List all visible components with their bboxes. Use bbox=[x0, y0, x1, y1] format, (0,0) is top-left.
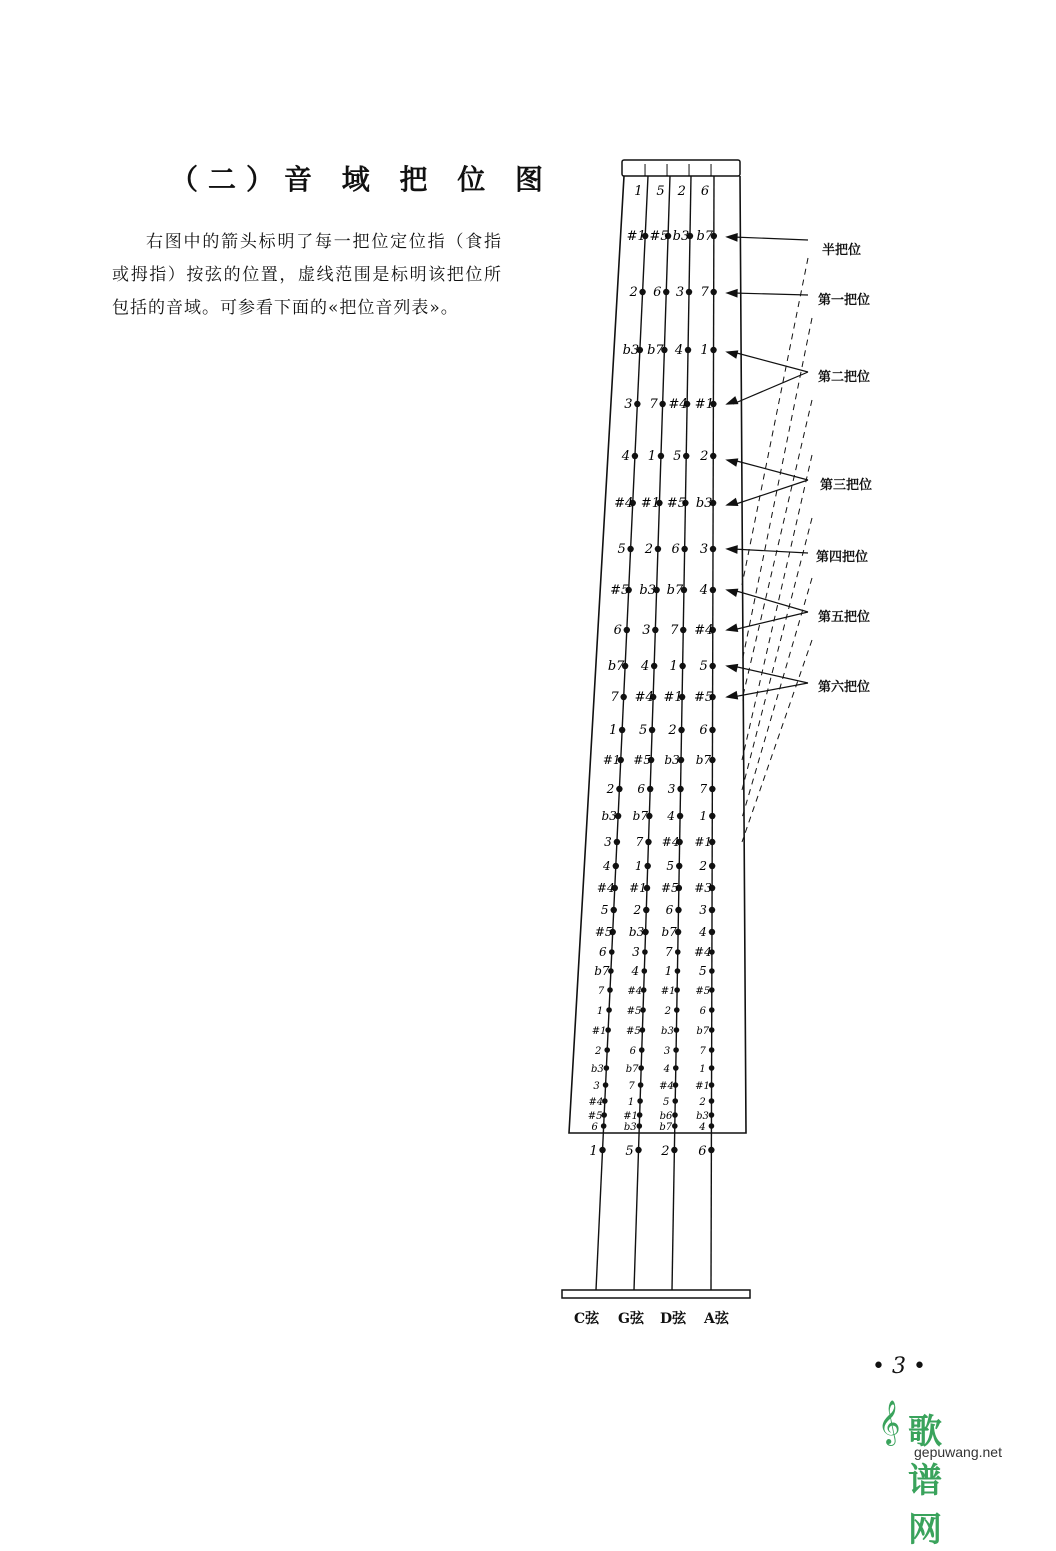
note-label: b7 bbox=[607, 659, 625, 674]
note-dot bbox=[710, 587, 716, 593]
note-label: 1 bbox=[627, 1097, 635, 1108]
arrowhead bbox=[727, 692, 737, 699]
note-dot bbox=[609, 949, 615, 955]
position-label: 半把位 bbox=[822, 243, 862, 258]
open-note-dot bbox=[708, 1147, 714, 1153]
note-dot bbox=[672, 1123, 678, 1129]
string-label: A弦 bbox=[704, 1311, 729, 1327]
note-label: 1 bbox=[699, 1064, 706, 1075]
note-label: 6 bbox=[637, 782, 646, 796]
note-label: #5 bbox=[626, 1006, 642, 1017]
arrowhead bbox=[727, 397, 738, 404]
note-label: b7 bbox=[661, 925, 677, 939]
note-label: #4 bbox=[614, 496, 634, 511]
note-dot bbox=[673, 1065, 679, 1071]
note-dot bbox=[655, 546, 661, 552]
note-label: #4 bbox=[634, 690, 654, 705]
note-dot bbox=[672, 1098, 678, 1104]
note-dot bbox=[620, 694, 626, 700]
note-label: b3 bbox=[590, 1064, 604, 1075]
note-dot bbox=[606, 1007, 612, 1013]
note-dot bbox=[607, 987, 613, 993]
note-label: 7 bbox=[635, 835, 644, 849]
note-dot bbox=[683, 453, 689, 459]
note-dot bbox=[624, 627, 630, 633]
range-dashed-line bbox=[742, 455, 812, 760]
note-label: b3 bbox=[661, 1026, 674, 1037]
note-dot bbox=[603, 1082, 609, 1088]
note-label: 3 bbox=[624, 397, 633, 412]
note-label: #1 bbox=[626, 229, 646, 244]
note-dot bbox=[677, 813, 683, 819]
arrowhead bbox=[727, 459, 738, 466]
top-string-note: 5 bbox=[656, 184, 665, 199]
watermark-name: 歌谱网 bbox=[908, 1412, 944, 1550]
tailpiece bbox=[562, 1290, 750, 1298]
note-label: #1 bbox=[623, 1111, 639, 1122]
range-dashed-line bbox=[742, 258, 808, 585]
nut-mark: | bbox=[708, 162, 714, 176]
open-note-label: 5 bbox=[625, 1144, 634, 1159]
note-label: b7 bbox=[625, 1064, 639, 1075]
open-note-dot bbox=[671, 1147, 677, 1153]
note-label: b7 bbox=[632, 809, 648, 823]
note-dot bbox=[639, 289, 645, 295]
note-label: 7 bbox=[597, 986, 605, 997]
note-label: #5 bbox=[587, 1111, 603, 1122]
arrowhead bbox=[727, 546, 737, 553]
note-dot bbox=[652, 627, 658, 633]
note-dot bbox=[642, 949, 648, 955]
note-label: 7 bbox=[649, 397, 658, 412]
note-label: 6 bbox=[613, 623, 622, 638]
note-dot bbox=[619, 727, 625, 733]
note-label: 5 bbox=[638, 723, 648, 738]
note-label: 3 bbox=[593, 1081, 600, 1092]
note-label: 6 bbox=[665, 903, 674, 917]
string-label: C弦 bbox=[574, 1311, 600, 1327]
page-number: • 3 • bbox=[872, 1354, 926, 1379]
note-label: 4 bbox=[667, 809, 675, 823]
note-dot bbox=[675, 968, 681, 974]
note-label: 7 bbox=[610, 690, 619, 705]
position-arrow bbox=[733, 590, 808, 612]
note-label: b3 bbox=[664, 753, 680, 767]
note-label: 5 bbox=[663, 1097, 670, 1108]
note-dot bbox=[642, 968, 648, 974]
note-label: #4 bbox=[668, 397, 688, 412]
note-label: #1 bbox=[660, 986, 676, 997]
note-label: 6 bbox=[629, 1046, 636, 1057]
note-dot bbox=[677, 786, 683, 792]
note-label: 2 bbox=[633, 903, 642, 917]
note-dot bbox=[604, 1047, 610, 1053]
note-label: 3 bbox=[663, 1046, 671, 1057]
note-label: #5 bbox=[610, 583, 630, 598]
note-dot bbox=[604, 1065, 610, 1071]
note-label: #1 bbox=[663, 690, 683, 705]
note-label: 6 bbox=[699, 723, 708, 738]
note-dot bbox=[645, 839, 651, 845]
note-dot bbox=[638, 1082, 644, 1088]
note-label: b7 bbox=[696, 1026, 710, 1037]
nut-mark: | bbox=[642, 162, 648, 176]
note-label: 1 bbox=[699, 809, 708, 823]
note-label: b3 bbox=[628, 925, 645, 939]
position-label: 第二把位 bbox=[818, 370, 871, 385]
note-dot bbox=[632, 453, 638, 459]
note-label: 5 bbox=[673, 449, 682, 464]
arrowhead bbox=[727, 234, 737, 241]
note-label: #4 bbox=[596, 881, 615, 895]
note-label: b3 bbox=[695, 496, 713, 511]
note-label: 6 bbox=[671, 542, 680, 557]
note-label: 3 bbox=[667, 782, 676, 796]
note-label: 2 bbox=[699, 1097, 706, 1108]
note-label: 2 bbox=[644, 542, 654, 557]
note-label: b7 bbox=[666, 583, 684, 598]
string-label: D弦 bbox=[660, 1311, 687, 1327]
note-dot bbox=[710, 289, 716, 295]
note-label: #4 bbox=[694, 623, 714, 638]
note-label: 4 bbox=[699, 583, 709, 598]
note-dot bbox=[673, 1047, 679, 1053]
note-label: b3 bbox=[639, 583, 656, 598]
note-label: 1 bbox=[608, 723, 618, 738]
note-label: 4 bbox=[602, 859, 611, 873]
position-arrow bbox=[733, 372, 808, 404]
note-dot bbox=[686, 289, 692, 295]
note-dot bbox=[645, 863, 651, 869]
note-label: #5 bbox=[695, 986, 711, 997]
note-dot bbox=[709, 907, 715, 913]
note-label: #5 bbox=[633, 753, 651, 767]
note-label: b7 bbox=[594, 964, 610, 978]
note-label: 2 bbox=[595, 1046, 602, 1057]
note-dot bbox=[674, 1027, 680, 1033]
note-dot bbox=[709, 1098, 715, 1104]
nut-mark: | bbox=[664, 162, 670, 176]
note-label: 5 bbox=[699, 964, 707, 978]
note-label: 1 bbox=[596, 1006, 604, 1017]
note-label: #4 bbox=[659, 1081, 674, 1092]
open-note-dot bbox=[635, 1147, 641, 1153]
arrowhead bbox=[727, 589, 738, 596]
note-dot bbox=[651, 663, 657, 669]
arrowhead bbox=[727, 499, 738, 506]
note-label: 2 bbox=[699, 859, 707, 873]
note-dot bbox=[672, 1112, 678, 1118]
top-string-note: 1 bbox=[634, 184, 643, 199]
note-dot bbox=[709, 727, 715, 733]
note-label: 3 bbox=[642, 623, 651, 638]
note-label: b7 bbox=[695, 753, 712, 767]
note-dot bbox=[643, 907, 649, 913]
note-label: #1 bbox=[694, 835, 713, 849]
open-note-dot bbox=[599, 1147, 605, 1153]
note-label: 2 bbox=[664, 1006, 671, 1017]
note-dot bbox=[678, 727, 684, 733]
note-label: #5 bbox=[694, 690, 714, 705]
note-dot bbox=[674, 1007, 680, 1013]
note-label: #3 bbox=[694, 881, 712, 895]
arrowhead bbox=[727, 665, 738, 672]
top-string-note: 6 bbox=[700, 184, 710, 199]
position-arrow bbox=[733, 549, 808, 553]
note-label: 1 bbox=[647, 449, 657, 464]
note-dot bbox=[710, 546, 716, 552]
arrowhead bbox=[727, 290, 737, 297]
note-label: #1 bbox=[629, 881, 647, 895]
note-dot bbox=[709, 1123, 715, 1129]
note-label: #5 bbox=[594, 925, 613, 939]
note-label: 4 bbox=[674, 343, 684, 358]
note-label: 2 bbox=[668, 723, 677, 738]
note-label: 1 bbox=[669, 659, 678, 674]
note-dot bbox=[710, 453, 716, 459]
note-dot bbox=[614, 839, 620, 845]
note-label: 5 bbox=[617, 542, 626, 557]
note-label: 2 bbox=[700, 449, 709, 464]
note-label: 3 bbox=[699, 903, 707, 917]
note-dot bbox=[658, 453, 664, 459]
range-dashed-line bbox=[742, 518, 812, 790]
position-label: 第一把位 bbox=[818, 293, 871, 308]
note-dot bbox=[679, 663, 685, 669]
position-label: 第四把位 bbox=[816, 550, 869, 565]
note-dot bbox=[649, 727, 655, 733]
position-arrow bbox=[733, 612, 808, 630]
note-dot bbox=[634, 401, 640, 407]
note-dot bbox=[710, 347, 716, 353]
note-dot bbox=[709, 786, 715, 792]
note-label: 5 bbox=[600, 903, 609, 917]
note-dot bbox=[613, 863, 619, 869]
music-clef-icon: 𝄞 bbox=[878, 1400, 901, 1444]
note-label: #1 bbox=[640, 496, 661, 511]
note-label: #1 bbox=[694, 397, 714, 412]
note-dot bbox=[616, 786, 622, 792]
arrowhead bbox=[727, 624, 738, 631]
note-label: 1 bbox=[700, 343, 709, 358]
note-dot bbox=[637, 1098, 643, 1104]
open-note-label: 2 bbox=[661, 1144, 670, 1159]
note-dot bbox=[709, 929, 715, 935]
note-label: 5 bbox=[666, 859, 675, 873]
note-label: #4 bbox=[694, 945, 712, 959]
position-arrow bbox=[733, 352, 808, 372]
arrowhead bbox=[727, 351, 738, 358]
note-label: 4 bbox=[699, 925, 707, 939]
note-label: 4 bbox=[641, 659, 650, 674]
note-label: b7 bbox=[647, 343, 664, 358]
note-dot bbox=[681, 546, 687, 552]
note-label: #1 bbox=[591, 1026, 607, 1037]
note-label: #4 bbox=[588, 1097, 604, 1108]
open-note-label: 6 bbox=[698, 1144, 707, 1159]
top-string-note: 2 bbox=[677, 184, 686, 199]
note-dot bbox=[675, 949, 681, 955]
note-label: b3 bbox=[672, 229, 690, 244]
nut-mark: | bbox=[686, 162, 692, 176]
description-paragraph: 右图中的箭头标明了每一把位定位指（食指或拇指）按弦的位置，虚线范围是标明该把位所包括的音域。可参看下面的«把位音列表»。 bbox=[112, 232, 502, 318]
note-dot bbox=[709, 1027, 715, 1033]
note-dot bbox=[639, 1047, 645, 1053]
string-label: G弦 bbox=[618, 1311, 644, 1327]
note-label: b3 bbox=[623, 1122, 637, 1133]
note-label: 6 bbox=[653, 285, 662, 300]
note-dot bbox=[611, 907, 617, 913]
position-arrow bbox=[733, 460, 808, 480]
note-dot bbox=[685, 347, 691, 353]
note-dot bbox=[709, 813, 715, 819]
note-label: 7 bbox=[700, 285, 709, 300]
note-label: 2 bbox=[629, 285, 638, 300]
note-label: 7 bbox=[699, 782, 708, 796]
note-dot bbox=[675, 907, 681, 913]
note-label: 6 bbox=[598, 945, 607, 959]
note-dot bbox=[680, 627, 686, 633]
note-label: b3 bbox=[601, 809, 617, 823]
note-label: 1 bbox=[664, 964, 673, 978]
note-label: 3 bbox=[632, 945, 640, 959]
watermark-url: gepuwang.net bbox=[914, 1444, 1002, 1460]
note-label: 7 bbox=[670, 623, 679, 638]
note-label: 7 bbox=[699, 1046, 706, 1057]
note-label: 6 bbox=[699, 1006, 706, 1017]
note-label: 4 bbox=[621, 449, 631, 464]
note-label: #5 bbox=[626, 1026, 641, 1037]
note-dot bbox=[627, 546, 633, 552]
note-dot bbox=[601, 1123, 607, 1129]
note-label: 2 bbox=[606, 782, 615, 796]
note-dot bbox=[709, 863, 715, 869]
note-label: 3 bbox=[675, 285, 685, 300]
position-label: 第六把位 bbox=[818, 680, 871, 695]
note-label: 7 bbox=[664, 945, 673, 959]
note-label: b3 bbox=[696, 1111, 709, 1122]
note-label: 3 bbox=[604, 835, 612, 849]
note-dot bbox=[709, 968, 715, 974]
note-dot bbox=[709, 1112, 715, 1118]
note-label: #4 bbox=[661, 835, 680, 849]
nut bbox=[622, 160, 740, 176]
note-label: 7 bbox=[628, 1081, 635, 1092]
note-label: 4 bbox=[699, 1122, 706, 1133]
note-label: b3 bbox=[622, 343, 640, 358]
note-dot bbox=[709, 1007, 715, 1013]
note-dot bbox=[659, 401, 665, 407]
note-label: b7 bbox=[696, 229, 714, 244]
note-label: 6 bbox=[591, 1122, 598, 1133]
position-arrow bbox=[733, 237, 808, 240]
note-label: #1 bbox=[695, 1081, 710, 1092]
note-dot bbox=[663, 289, 669, 295]
section-heading: （二）音 域 把 位 图 bbox=[170, 163, 553, 196]
fingerboard-outline bbox=[569, 176, 746, 1133]
note-dot bbox=[709, 663, 715, 669]
note-dot bbox=[709, 1065, 715, 1071]
note-dot bbox=[676, 863, 682, 869]
note-label: b7 bbox=[659, 1122, 673, 1133]
position-arrow bbox=[733, 293, 808, 295]
note-label: #4 bbox=[627, 986, 643, 997]
note-label: #5 bbox=[666, 496, 687, 511]
note-label: #5 bbox=[661, 881, 679, 895]
note-label: b6 bbox=[659, 1111, 673, 1122]
note-dot bbox=[647, 786, 653, 792]
note-label: #1 bbox=[602, 753, 621, 767]
note-label: 4 bbox=[663, 1064, 670, 1075]
position-arrow bbox=[733, 480, 808, 505]
note-label: #5 bbox=[649, 229, 669, 244]
position-label: 第五把位 bbox=[818, 610, 871, 625]
position-label: 第三把位 bbox=[820, 478, 873, 493]
note-label: 5 bbox=[699, 659, 708, 674]
note-dot bbox=[636, 1123, 642, 1129]
note-label: 1 bbox=[634, 859, 643, 873]
note-dot bbox=[709, 1047, 715, 1053]
note-dot bbox=[638, 1065, 644, 1071]
note-label: 3 bbox=[699, 542, 709, 557]
note-label: 4 bbox=[631, 964, 640, 978]
open-note-label: 1 bbox=[589, 1144, 598, 1159]
